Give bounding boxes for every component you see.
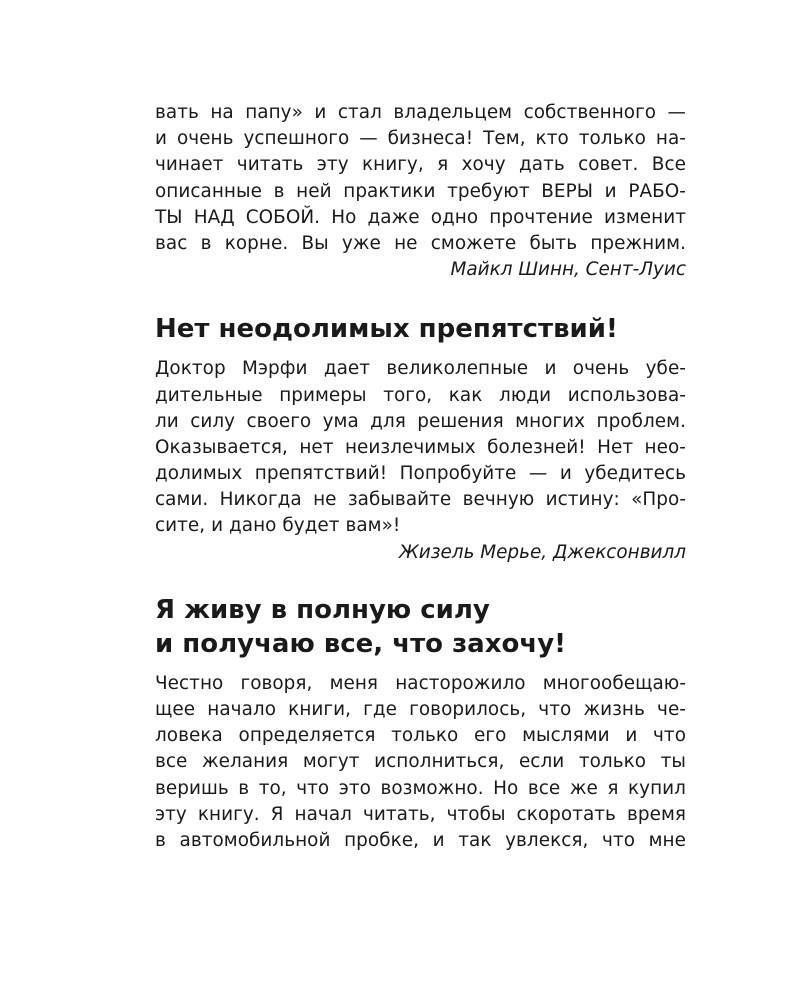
- text-line: Оказывается, нет неизлечимых болезней! Нет нео-: [155, 436, 686, 458]
- text-line: ТЫ НАД СОБОЙ. Но даже одно прочтение изменит: [155, 206, 686, 228]
- section-heading-line: Я живу в полную силу: [155, 594, 490, 625]
- text-line: долимых препятствий! Попробуйте — и убедитесь: [155, 463, 686, 485]
- section-heading: Нет неодолимых препятствий!: [155, 314, 618, 345]
- text-line: веришь в то, что это возможно. Но все же я купил: [155, 777, 686, 799]
- text-line: чинает читать эту книгу, я хочу дать совет. Все: [155, 154, 686, 176]
- text-line: ловека определяется только его мыслями и что: [155, 725, 686, 747]
- text-line: дительные примеры того, как люди использова-: [155, 384, 686, 406]
- text-line: сами. Никогда не забывайте вечную истину: «Про-: [155, 489, 686, 511]
- section-heading: [155, 593, 686, 661]
- text-line: Доктор Мэрфи дает великолепные и очень убе-: [155, 358, 686, 380]
- review-attribution: Жизель Мерье, Джексонвилл: [398, 541, 686, 563]
- review-paragraph: [155, 100, 686, 283]
- text-line: сите, и дано будет вам»!: [155, 515, 401, 537]
- text-line: эту книгу. Я начал читать, чтобы скоротать время: [155, 803, 686, 825]
- review-paragraph: [155, 671, 686, 854]
- section-heading-line: и получаю все, что захочу!: [155, 628, 567, 659]
- text-line: все желания могут исполниться, если только ты: [155, 751, 686, 773]
- text-line: ли силу своего ума для решения многих проблем.: [155, 410, 686, 432]
- text-line: в автомобильной пробке, и так увлекся, что мне: [155, 829, 686, 851]
- text-line: щее начало книги, где говорилось, что жизнь че-: [155, 699, 686, 720]
- review-paragraph: [155, 356, 686, 566]
- text-line: вать на папу» и стал владельцем собственного —: [155, 102, 686, 123]
- text-line: описанные в ней практики требуют ВЕРЫ и РАБО-: [155, 180, 686, 202]
- text-line: вас в корне. Вы уже не сможете быть прежним.: [155, 232, 686, 254]
- text-line: Честно говоря, меня насторожило многообещаю-: [155, 672, 686, 694]
- text-line: и очень успешного — бизнеса! Тем, кто только на-: [155, 128, 686, 150]
- book-page: [155, 100, 686, 854]
- review-attribution: Майкл Шинн, Сент-Луис: [450, 259, 686, 281]
